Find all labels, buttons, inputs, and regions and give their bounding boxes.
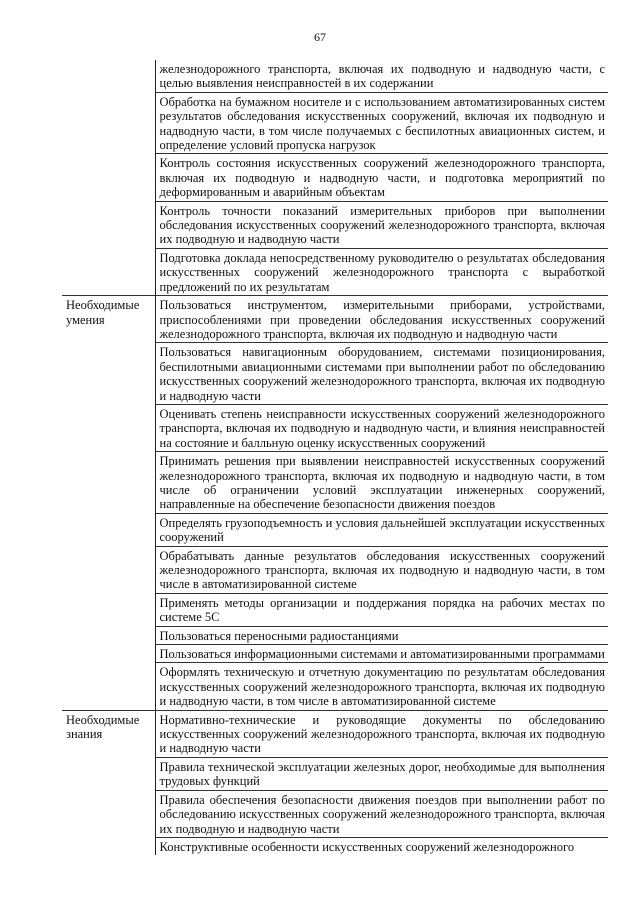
item-description: Оценивать степень неисправности искусственных сооружений железнодорожного транспорта, включая их подводную и надводную части, и влияния неисправностей на состояние и балльную оценку искусственных сооружений — [155, 404, 608, 451]
item-description: Оформлять техническую и отчетную документацию по результатам обследования искусственных сооружений железнодорожного транспорта, включая их подводную и надводную части, в том числе в автоматизированной системе — [155, 663, 608, 710]
item-description: железнодорожного транспорта, включая их подводную и надводную части, с целью выявления неисправностей в их содержании — [155, 60, 608, 92]
item-description: Контроль состояния искусственных сооружений железнодорожного транспорта, включая их подводную и надводную части, и подготовка мероприятий по деформированным и аварийным объектам — [155, 154, 608, 201]
page-number: 67 — [314, 30, 326, 44]
table-row — [62, 710, 608, 757]
item-description: Определять грузоподъемность и условия дальнейшей эксплуатации искусственных сооружений — [155, 513, 608, 546]
item-description: Правила обеспечения безопасности движения поездов при выполнении работ по обследованию искусственных сооружений железнодорожного транспорта, включая их подводную и надводную части — [155, 790, 608, 837]
competency-table — [62, 60, 608, 855]
table-row — [62, 296, 608, 343]
section-label-cell — [62, 296, 155, 711]
section-label: Необходимые знания — [66, 712, 140, 742]
section-label-cell — [62, 710, 155, 855]
section-label: Необходимые умения — [66, 298, 140, 327]
item-description: Конструктивные особенности искусственных сооружений железнодорожного — [159, 839, 575, 854]
table-body — [62, 60, 608, 855]
item-description: Принимать решения при выявлении неисправностей искусственных сооружений железнодорожного транспорта, включая их подводную и надводную части, в том числе об ограничении условий эксплуатации инженерных сооружений, направленные на обеспечение безопасности движения поездов — [155, 452, 608, 514]
item-description: Пользоваться переносными радиостанциями — [155, 626, 608, 644]
item-description: Обработка на бумажном носителе и с использованием автоматизированных систем результатов обследования искусственных сооружений, включая их подводную и надводную части, в том числе получаемых с беспилотных авиационных систем, и определение условий пропуска нагрузок — [155, 92, 608, 154]
table-row — [62, 60, 608, 92]
item-description: Пользоваться инструментом, измерительными приборами, устройствами, приспособлениями при проведении обследования искусственных сооружений железнодорожного транспорта, включая их подводную и надводную части — [155, 296, 608, 343]
item-description: Пользоваться навигационным оборудованием, системами позиционирования, беспилотными авиационными системами при выполнении работ по обследованию искусственных сооружений железнодорожного транспорта, включая их подводную и надводную части — [155, 343, 608, 405]
item-description: Нормативно-технические и руководящие документы по обследованию искусственных сооружений железнодорожного транспорта, включая их подводную и надводную части — [155, 710, 608, 757]
section-label-cell — [62, 60, 155, 296]
item-description: Обрабатывать данные результатов обследования искусственных сооружений железнодорожного транспорта, включая их подводную и надводную части, в том числе в автоматизированной системе — [155, 546, 608, 593]
item-description: Правила технической эксплуатации железных дорог, необходимые для выполнения трудовых функций — [155, 757, 608, 790]
item-description: Пользоваться информационными системами и автоматизированными программами — [155, 645, 608, 663]
item-description: Применять методы организации и поддержания порядка на рабочих местах по системе 5С — [155, 593, 608, 626]
item-description: Подготовка доклада непосредственному руководителю о результатах обследования искусственных сооружений железнодорожного транспорта с выработкой предложений по их результатам — [155, 248, 608, 295]
item-description: Контроль точности показаний измерительных приборов при выполнении обследования искусственных сооружений железнодорожного транспорта, включая их подводную и надводную части — [155, 201, 608, 248]
